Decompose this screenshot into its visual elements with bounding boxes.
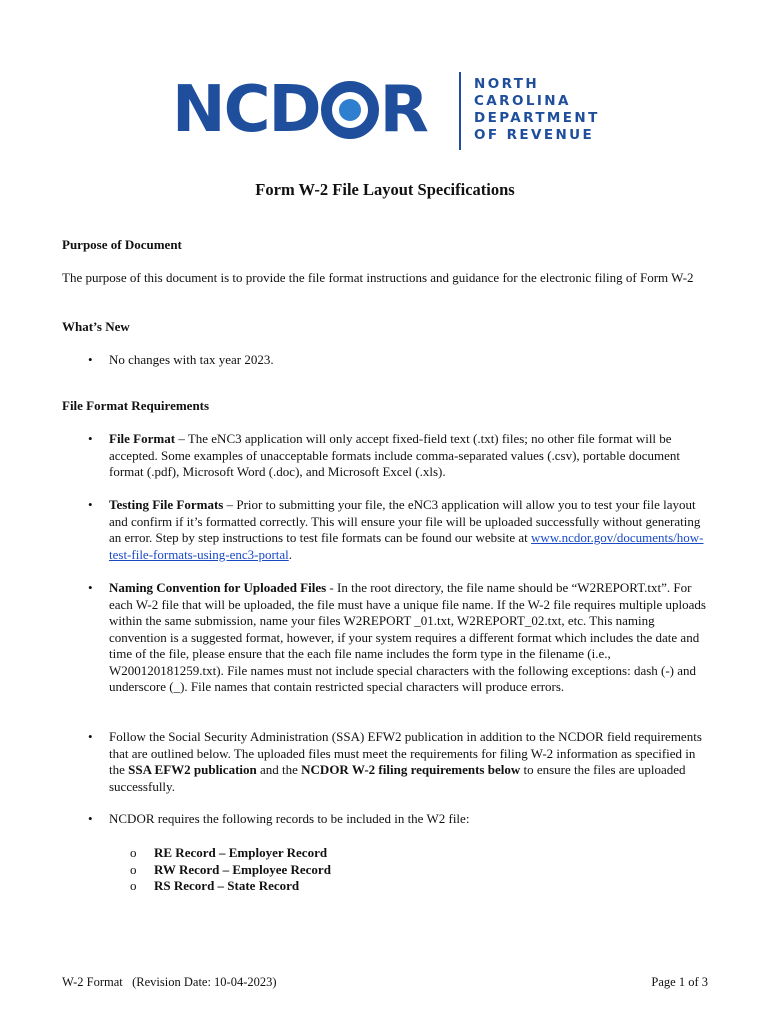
whats-new-item: No changes with tax year 2023. <box>109 352 274 367</box>
bullet-marker: • <box>88 729 93 744</box>
naming-text: - In the root directory, the file name should be “W2REPORT.txt”. For each W-2 file that will be uploaded, the file must have a unique file name. If the W-2 file requires multiple uploads within the same submission, name your files W2REPORT _01.txt, W2REPORT_02.txt, etc. This naming convention is a suggested format, however, if your system requires a different format which includes the date and time of the file, please ensure that the each file name includes the form type in the filename (i.e., W200120181259.txt). File names must not include special characters with the following exceptions: dash (-) and underscore (_). File names that contain restricted special characters will produce errors. <box>109 580 706 694</box>
record-rw: RW Record – Employee Record <box>154 861 331 877</box>
file-format-label: File Format <box>109 431 176 446</box>
bullet-marker: • <box>88 352 93 367</box>
sub-list-item <box>130 878 331 895</box>
ssa-item-list <box>62 729 712 795</box>
ncdor-logo <box>172 72 602 152</box>
logo-dept-line-3: DEPARTMENT <box>474 110 600 126</box>
footer-revision: W-2 Format (Revision Date: 10-04-2023) <box>62 975 277 989</box>
records-sub-list <box>130 845 331 895</box>
circle-bullet-marker: o <box>130 845 137 860</box>
sub-list-item <box>130 862 331 879</box>
logo-dept-line-2: CAROLINA <box>474 93 571 109</box>
ssa-bold-1: SSA EFW2 publication <box>128 762 257 777</box>
logo-divider <box>459 72 461 150</box>
ssa-text-3: to ensure the files are uploaded successfully. <box>109 762 686 794</box>
naming-item-list <box>62 580 712 696</box>
bullet-marker: • <box>88 580 93 595</box>
logo-wordmark <box>172 73 427 147</box>
list-item <box>62 352 712 369</box>
record-re: RE Record – Employer Record <box>154 845 328 860</box>
record-rs: RS Record – State Record <box>154 878 300 893</box>
testing-item-list <box>62 497 712 563</box>
test-file-formats-link[interactable]: www.ncdor.gov/documents/how-test-file-formats-using-enc3-portal <box>109 530 704 562</box>
logo-dept-line-4: OF REVENUE <box>474 127 595 143</box>
testing-after: . <box>288 546 293 562</box>
list-item-file-format <box>62 431 712 481</box>
naming-label: Naming Convention for Uploaded Files <box>109 580 327 595</box>
file-format-text: – The eNC3 application will only accept fixed-field text (.txt) files; no other file format will be accepted. Some examples of unacceptable formats include comma-separated values (.csv), portable document format (.pdf), Microsoft Word (.doc), and Microsoft Excel (.xls). <box>109 431 681 479</box>
bullet-marker: • <box>88 811 93 826</box>
circle-bullet-marker: o <box>130 861 137 877</box>
logo-o-dot <box>339 99 361 121</box>
bullet-marker: • <box>88 431 93 446</box>
purpose-text: The purpose of this document is to provide the file format instructions and guidance for the electronic filing of Form W-2 <box>62 270 694 285</box>
testing-label: Testing File Formats <box>109 497 224 512</box>
document-title: Form W-2 File Layout Specifications <box>255 180 515 199</box>
records-item-list <box>62 811 712 828</box>
list-item-testing <box>62 497 712 563</box>
ssa-text-2: and the <box>256 762 302 777</box>
list-item-ssa <box>62 729 712 795</box>
logo-o-mark <box>321 81 379 139</box>
whats-new-heading: What’s New <box>62 319 130 334</box>
logo-wordmark-pre: NCD <box>172 73 320 147</box>
list-item-naming <box>62 580 712 696</box>
file-format-requirements-heading: File Format Requirements <box>62 398 210 413</box>
logo-department-name <box>474 76 600 144</box>
footer-page-number: Page 1 of 3 <box>651 975 708 989</box>
sub-list-item <box>130 845 331 862</box>
bullet-marker: • <box>88 497 93 512</box>
ssa-bold-2: NCDOR W-2 filing requirements below <box>301 762 521 777</box>
logo-dept-line-1: NORTH <box>474 76 540 92</box>
records-text: NCDOR requires the following records to be included in the W2 file: <box>109 811 470 826</box>
ssa-text-1: Follow the Social Security Administration (SSA) EFW2 publication in addition to the NCDOR field requirements that are outlined below. The uploaded files must meet the requirements for filing W-2 information as specified in the <box>109 729 702 777</box>
purpose-heading: Purpose of Document <box>62 237 182 252</box>
logo-wordmark-post: R <box>379 73 427 147</box>
circle-bullet-marker: o <box>130 878 137 893</box>
file-format-item-list <box>62 431 712 481</box>
testing-text: – Prior to submitting your file, the eNC3 application will allow you to test your file layout and confirm if it’s formatted correctly. This will ensure your file will be uploaded successfully without generating an error. Step by step instructions to test file formats can be found our website at <box>109 497 701 545</box>
whats-new-list <box>62 352 712 369</box>
list-item-records <box>62 811 712 828</box>
